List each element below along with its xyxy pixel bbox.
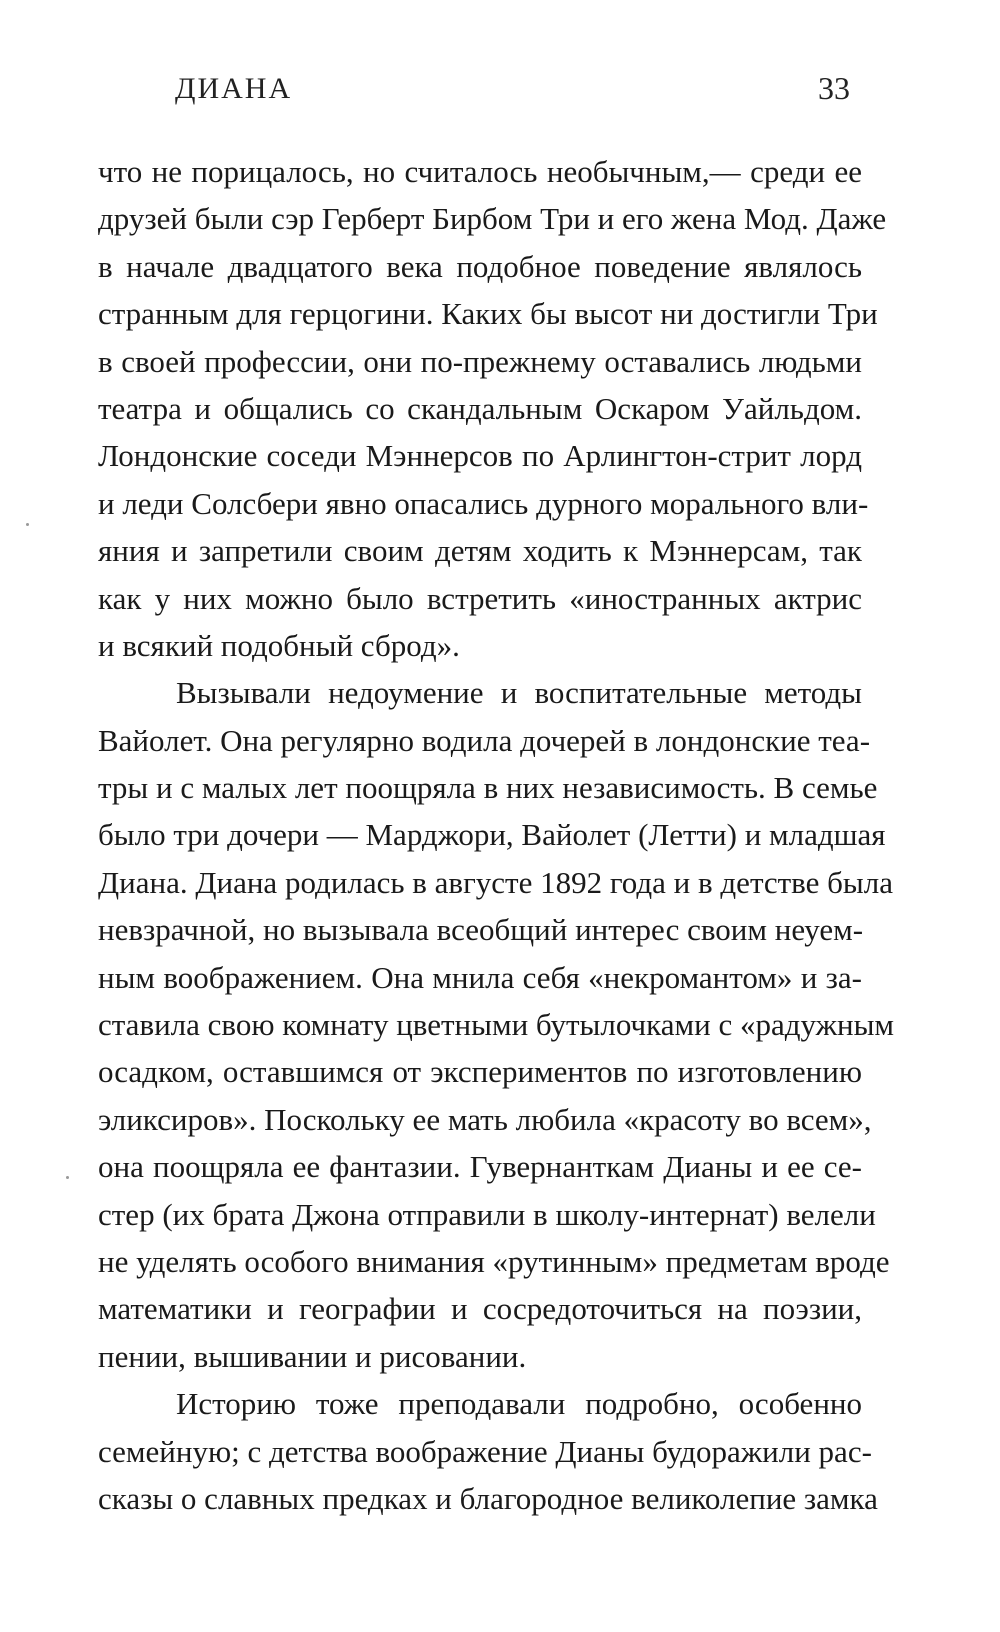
text-line: математики и географии и сосредоточиться на поэзии, xyxy=(98,1291,862,1327)
paragraph xyxy=(98,1380,878,1522)
text-line: пении, вышивании и рисовании. xyxy=(98,1338,527,1374)
text-line: невзрачной, но вызывала всеобщий интерес своим неуем- xyxy=(98,912,864,948)
text-line: ным воображением. Она мнила себя «некромантом» и за- xyxy=(98,959,862,995)
text-line: эликсиров». Поскольку ее мать любила «красоту во всем», xyxy=(98,1101,872,1137)
text-line: осадком, оставшимся от экспериментов по изготовлению xyxy=(98,1054,862,1090)
text-line: друзей были сэр Герберт Бирбом Три и его жена Мод. Даже xyxy=(98,201,887,237)
paragraph xyxy=(98,148,887,669)
text-line: Вызывали недоумение и воспитательные методы xyxy=(176,675,862,711)
body-text xyxy=(98,148,895,1522)
text-line: стер (их брата Джона отправили в школу-интернат) велели xyxy=(98,1196,876,1232)
text-line: не уделять особого внимания «рутинным» предметам вроде xyxy=(98,1243,890,1279)
text-line: семейную; с детства воображение Дианы будоражили рас- xyxy=(98,1433,872,1469)
text-line: было три дочери — Марджори, Вайолет (Летти) и младшая xyxy=(98,817,886,853)
text-line: как у них можно было встретить «иностранных актрис xyxy=(98,580,862,616)
text-line: Лондонские соседи Мэннерсов по Арлингтон-стрит лорд xyxy=(98,438,862,474)
text-line: ставила свою комнату цветными бутылочками с «радужным xyxy=(98,1007,895,1043)
page-number: 33 xyxy=(818,70,850,106)
text-line: Диана. Диана родилась в августе 1892 года и в детстве была xyxy=(98,864,893,900)
scan-speck xyxy=(26,523,29,526)
text-line: в своей профессии, они по-прежнему оставались людьми xyxy=(98,343,862,379)
text-line: она поощряла ее фантазии. Гувернанткам Дианы и ее се- xyxy=(98,1149,862,1185)
text-line: в начале двадцатого века подобное поведение являлось xyxy=(98,248,862,284)
paragraph xyxy=(98,669,895,1380)
text-line: странным для герцогини. Каких бы высот ни достигли Три xyxy=(98,296,878,332)
text-line: Вайолет. Она регулярно водила дочерей в лондонские теа- xyxy=(98,722,871,758)
text-line: и леди Солсбери явно опасались дурного морального вли- xyxy=(98,485,869,521)
text-line: и всякий подобный сброд». xyxy=(98,627,460,663)
scan-speck xyxy=(66,1176,69,1179)
text-line: театра и общались со скандальным Оскаром Уайльдом. xyxy=(98,390,862,426)
running-title: ДИАНА xyxy=(175,72,293,105)
text-line: яния и запретили своим детям ходить к Мэннерсам, так xyxy=(98,533,862,569)
text-line: Историю тоже преподавали подробно, особенно xyxy=(176,1386,862,1422)
text-line: тры и с малых лет поощряла в них независимость. В семье xyxy=(98,770,878,806)
text-line: сказы о славных предках и благородное великолепие замка xyxy=(98,1480,878,1516)
text-line: что не порицалось, но считалось необычным,— среди ее xyxy=(98,154,862,189)
